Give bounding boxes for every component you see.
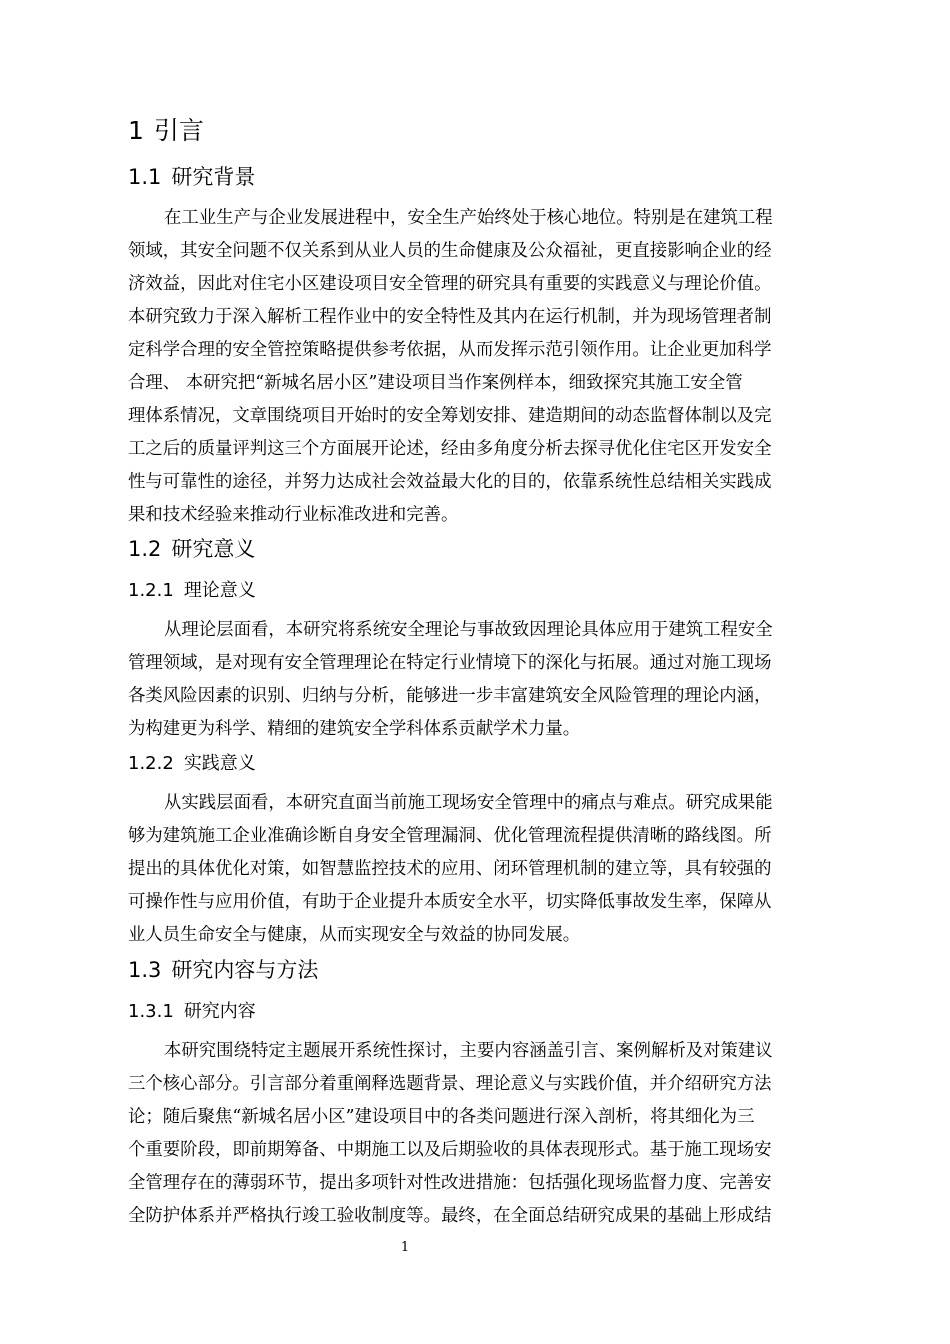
text-line: 全管理存在的薄弱环节，提出多项针对性改进措施：包括强化现场监督力度、完善安 [128, 1173, 772, 1193]
section-title: 研究内容与方法 [171, 958, 319, 982]
subsection-title: 理论意义 [183, 580, 256, 601]
text-line: 提出的具体优化对策，如智慧监控技术的应用、闭环管理机制的建立等，具有较强的 [128, 859, 772, 879]
text-line: 济效益，因此对住宅小区建设项目安全管理的研究具有重要的实践意义与理论价值。 [128, 274, 772, 294]
section-heading-1-2 [128, 535, 255, 563]
text-line: 可操作性与应用价值，有助于企业提升本质安全水平，切实降低事故发生率，保障从 [128, 892, 772, 912]
section-title: 研究意义 [171, 537, 256, 561]
text-line: 定科学合理的安全管控策略提供参考依据，从而发挥示范引领作用。让企业更加科学 [128, 340, 772, 360]
subsection-title: 研究内容 [183, 1001, 256, 1022]
subsection-number: 1.2.1 [128, 580, 174, 601]
section-heading-1-3 [128, 956, 318, 984]
section-number: 1.1 [128, 165, 162, 189]
text-line: 理体系情况，文章围绕项目开始时的安全筹划安排、建造期间的动态监督体制以及完 [128, 406, 772, 426]
text-line: 性与可靠性的途径，并努力达成社会效益最大化的目的，依靠系统性总结相关实践成 [128, 472, 772, 492]
text-line: 各类风险因素的识别、归纳与分析，能够进一步丰富建筑安全风险管理的理论内涵， [128, 686, 772, 706]
subsection-number: 1.3.1 [128, 1001, 174, 1022]
text-line: 从理论层面看，本研究将系统安全理论与事故致因理论具体应用于建筑工程安全 [164, 620, 773, 640]
chapter-heading [128, 116, 204, 146]
text-line: 本研究围绕特定主题展开系统性探讨，主要内容涵盖引言、案例解析及对策建议 [164, 1041, 773, 1061]
text-line: 为构建更为科学、精细的建筑安全学科体系贡献学术力量。 [128, 719, 581, 739]
text-line: 从实践层面看，本研究直面当前施工现场安全管理中的痛点与难点。研究成果能 [164, 793, 773, 813]
page-number: 1 [400, 1240, 410, 1255]
subsection-number: 1.2.2 [128, 753, 174, 774]
text-line: 够为建筑施工企业准确诊断自身安全管理漏洞、优化管理流程提供清晰的路线图。所 [128, 826, 772, 846]
text-line: 领域，其安全问题不仅关系到从业人员的生命健康及公众福祉，更直接影响企业的经 [128, 241, 772, 261]
text-line: 三个核心部分。引言部分着重阐释选题背景、理论意义与实践价值，并介绍研究方法 [128, 1074, 772, 1094]
subsection-title: 实践意义 [183, 753, 256, 774]
text-line: 全防护体系并严格执行竣工验收制度等。最终，在全面总结研究成果的基础上形成结 [128, 1206, 772, 1226]
subsection-heading-1-2-2 [128, 751, 256, 777]
section-heading-1-1 [128, 163, 255, 191]
text-line: 论；随后聚焦“新城名居小区”建设项目中的各类问题进行深入剖析，将其细化为三 [128, 1107, 755, 1127]
text-line: 工之后的质量评判这三个方面展开论述，经由多角度分析去探寻优化住宅区开发安全 [128, 439, 772, 459]
text-line: 个重要阶段，即前期筹备、中期施工以及后期验收的具体表现形式。基于施工现场安 [128, 1140, 772, 1160]
section-title: 研究背景 [171, 165, 256, 189]
text-line: 本研究致力于深入解析工程作业中的安全特性及其内在运行机制，并为现场管理者制 [128, 307, 772, 327]
section-number: 1.2 [128, 537, 162, 561]
chapter-title: 引言 [153, 116, 204, 145]
subsection-heading-1-3-1 [128, 999, 256, 1025]
subsection-heading-1-2-1 [128, 578, 256, 604]
text-line: 业人员生命安全与健康，从而实现安全与效益的协同发展。 [128, 925, 581, 945]
chapter-number: 1 [128, 116, 144, 145]
text-line: 合理、 本研究把“新城名居小区”建设项目当作案例样本，细致探究其施工安全管 [128, 373, 743, 393]
section-number: 1.3 [128, 958, 162, 982]
text-line: 管理领域，是对现有安全管理理论在特定行业情境下的深化与拓展。通过对施工现场 [128, 653, 772, 673]
text-line: 在工业生产与企业发展进程中，安全生产始终处于核心地位。特别是在建筑工程 [164, 208, 773, 228]
text-line: 果和技术经验来推动行业标准改进和完善。 [128, 505, 459, 525]
